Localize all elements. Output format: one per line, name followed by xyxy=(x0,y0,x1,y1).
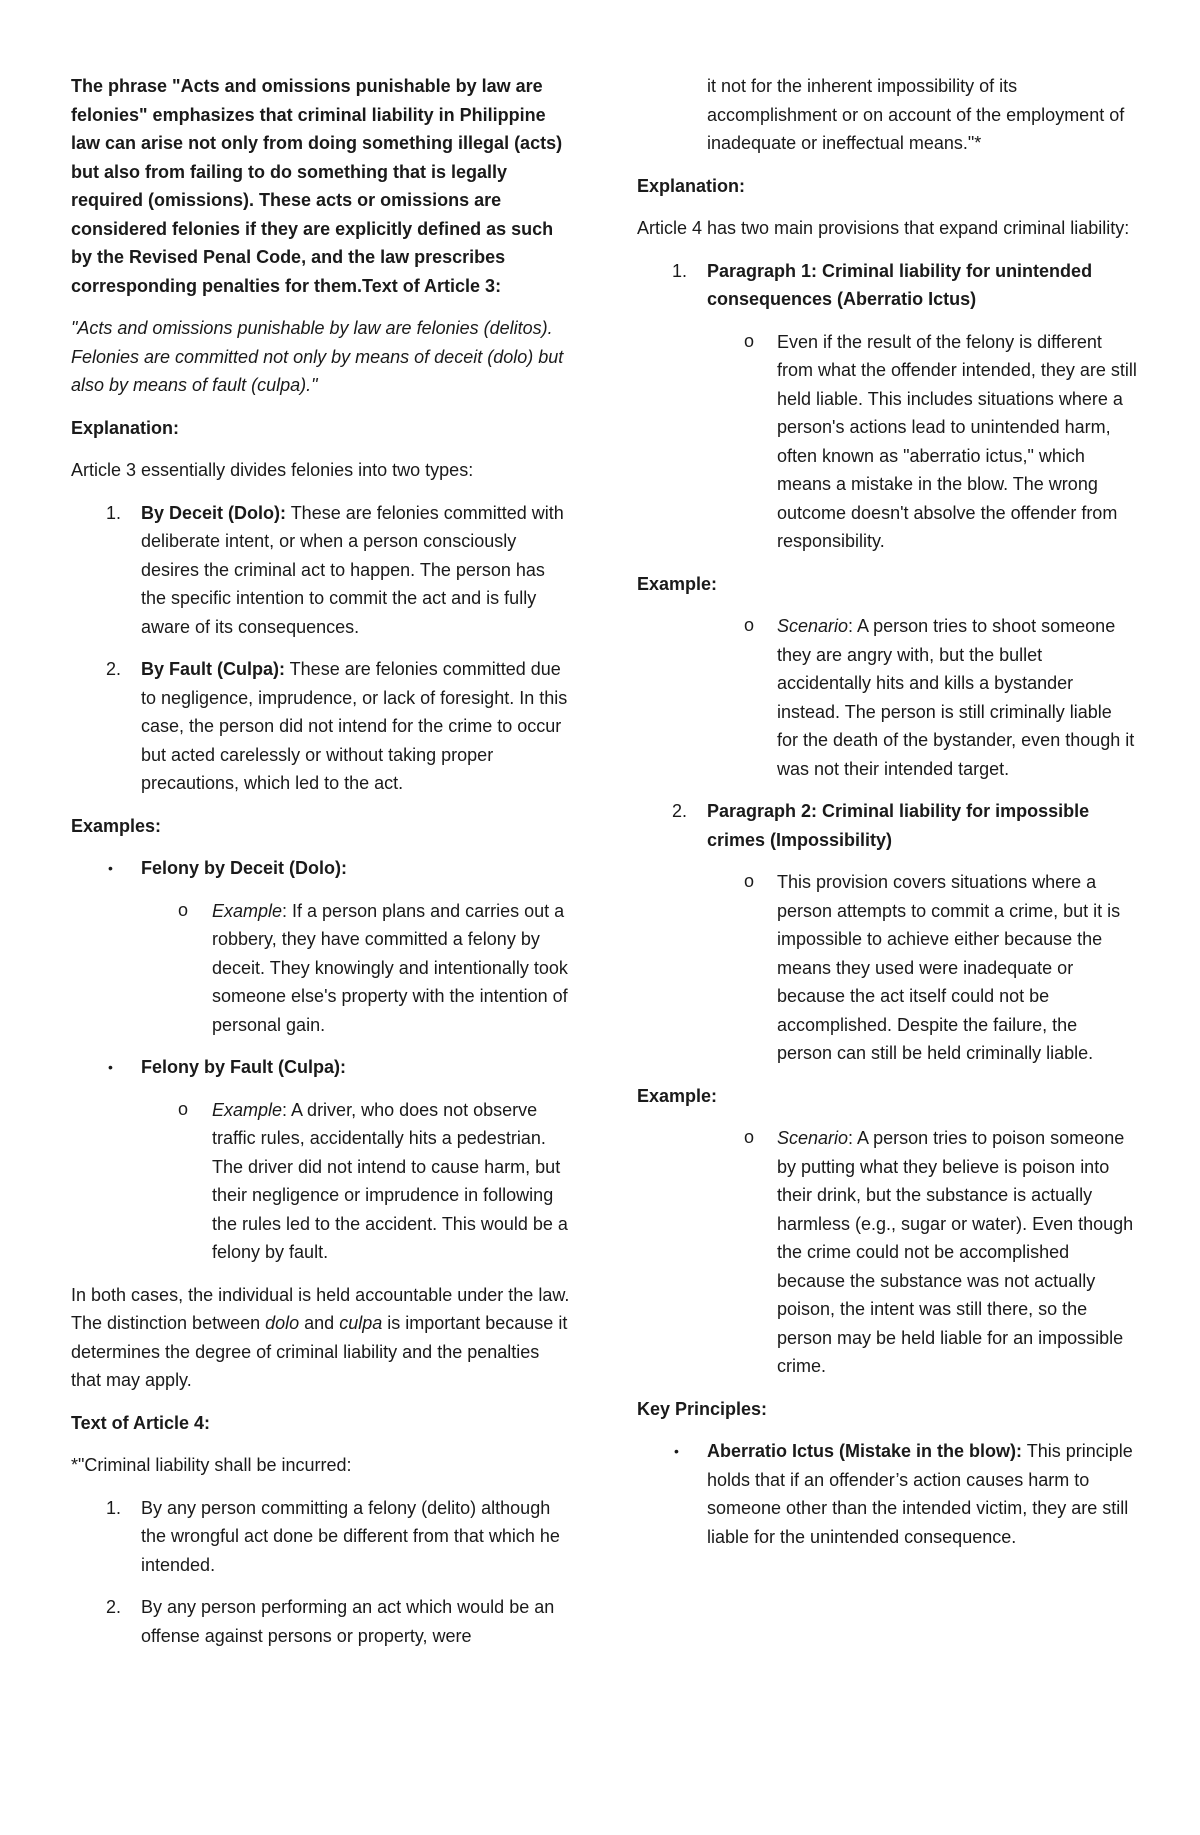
sub-bullet-marker: o xyxy=(178,899,189,920)
example-text: : A driver, who does not observe traffic rules, accidentally hits a pedestrian. The driver did not intend to cause harm, but their negligence or imprudence in following the rules led to the accident. This would be a felony by fault. xyxy=(212,1099,568,1262)
list-item xyxy=(637,868,1137,1068)
example2-heading: Example: xyxy=(637,1085,718,1106)
example-title: Felony by Deceit (Dolo): xyxy=(141,858,348,878)
example-label: Example xyxy=(212,900,283,921)
explanation-text: Article 4 has two main provisions that expand criminal liability: xyxy=(637,218,1130,238)
list-item xyxy=(71,499,571,642)
term-dolo-inline: dolo xyxy=(265,1313,300,1333)
example1-heading: Example: xyxy=(637,573,718,594)
list-item xyxy=(637,1437,1137,1551)
intro-paragraph: The phrase "Acts and omissions punishable by law are felonies" emphasizes that criminal liability in Philippine law can arise not only from doing something illegal (acts) but also from failing to do something that is legally required (omissions). These acts or omissions are considered felonies if they are explicitly defined as such by the Revised Penal Code, and the law prescribes corresponding penalties for them.Text of Article 3: xyxy=(71,76,563,296)
paragraph1-title: Paragraph 1: Criminal liability for unintended consequences (Aberratio Ictus) xyxy=(707,260,1093,309)
term-text: These are felonies committed due to negligence, imprudence, or lack of foresight. In this case, the person did not intend for the crime to occur but acted carelessly or without taking proper precautions, which led to the act. xyxy=(141,659,568,793)
left-column xyxy=(71,72,571,1664)
bullet-marker: • xyxy=(108,860,113,876)
list-item xyxy=(71,1053,571,1082)
term-text: These are felonies committed with deliberate intent, or when a person consciously desires the criminal act to happen. The person has the specific intention to commit the act and is fully aware of its consequences. xyxy=(141,502,564,637)
paragraph2-text: This provision covers situations where a person attempts to commit a crime, but it is impossible to achieve either because the means they used were inadequate or because the act itself could not be accomplished. Despite the failure, the person can still be held criminally liable. xyxy=(777,872,1121,1063)
scenario-label: Scenario xyxy=(777,616,849,636)
bullet-marker: • xyxy=(108,1059,113,1075)
list-number: 2. xyxy=(672,801,688,821)
term-dolo: By Deceit (Dolo): xyxy=(141,502,287,523)
felony-types-list xyxy=(71,499,571,798)
paragraph2-title: Paragraph 2: Criminal liability for impossible crimes (Impossibility) xyxy=(707,801,1090,850)
text-run: and xyxy=(299,1313,340,1333)
example-text: : If a person plans and carries out a robbery, they have committed a felony by deceit. They knowingly and intentionally took someone else's property with the intention of personal gain. xyxy=(212,900,568,1035)
article4-list xyxy=(71,1494,571,1651)
explanation-heading: Explanation: xyxy=(71,417,180,438)
list-item xyxy=(637,612,1137,783)
example-label: Example xyxy=(212,1099,283,1120)
list-item xyxy=(637,797,1137,854)
term-culpa: By Fault (Culpa): xyxy=(141,659,285,679)
article4-heading: Text of Article 4: xyxy=(71,1412,211,1433)
sub-bullet-marker: o xyxy=(744,1127,755,1147)
provisions-list xyxy=(637,257,1137,556)
explanation-heading: Explanation: xyxy=(637,175,746,196)
sub-bullet-marker: o xyxy=(744,330,755,351)
sub-bullet-marker: o xyxy=(744,615,755,635)
article4-lead: *"Criminal liability shall be incurred: xyxy=(71,1455,352,1475)
list-number: 2. xyxy=(106,659,122,679)
article4-item-text: By any person committing a felony (delito) although the wrongful act done be different from that which he intended. xyxy=(141,1497,560,1575)
paragraph1-text: Even if the result of the felony is different from what the offender intended, they are still held liable. This includes situations where a person's actions lead to unintended harm, often known as "aberratio ictus," which means a mistake in the blow. The wrong outcome doesn't absolve the offender from responsibility. xyxy=(777,331,1137,551)
list-number: 2. xyxy=(106,1597,122,1617)
scenario-text: : A person tries to shoot someone they are angry with, but the bullet accidentally hits and kills a bystander instead. The person is still criminally liable for the death of the bystander, even though it was not their intended target. xyxy=(777,616,1135,779)
provisions-list-2 xyxy=(637,797,1137,1068)
principle-text: This principle holds that if an offender’s action causes harm to someone other than the intended victim, they are still liable for the unintended consequence. xyxy=(707,1441,1133,1547)
text-run: In both cases, the individual is held accountable under the law. The distinction between xyxy=(71,1284,570,1333)
list-item xyxy=(71,897,571,1040)
list-item xyxy=(71,1096,571,1267)
both-cases-paragraph xyxy=(71,1281,571,1395)
key-principles-heading: Key Principles: xyxy=(637,1398,768,1419)
article4-continuation: it not for the inherent impossibility of its accomplishment or on account of the employment of inadequate or ineffectual means."* xyxy=(707,76,1125,153)
list-number: 1. xyxy=(672,260,688,281)
scenario-label: Scenario xyxy=(777,1128,849,1148)
article4-item-text: By any person performing an act which would be an offense against persons or property, were xyxy=(141,1597,555,1646)
list-item xyxy=(637,1124,1137,1381)
sub-bullet-marker: o xyxy=(744,871,755,891)
examples-heading: Examples: xyxy=(71,815,162,836)
list-number: 1. xyxy=(106,1497,122,1518)
list-number: 1. xyxy=(106,502,122,523)
list-item xyxy=(71,1494,571,1580)
sub-bullet-marker: o xyxy=(178,1098,189,1119)
article3-quote: "Acts and omissions punishable by law are felonies (delitos). Felonies are committed not only by means of deceit (dolo) but also by means of fault (culpa)." xyxy=(71,318,564,395)
list-item xyxy=(71,854,571,883)
term-culpa-inline: culpa xyxy=(339,1313,383,1333)
example1-list xyxy=(637,612,1137,783)
explanation-text: Article 3 essentially divides felonies into two types: xyxy=(71,460,474,480)
text-run: is important because it determines the degree of criminal liability and the penalties that may apply. xyxy=(71,1313,568,1390)
principle-term: Aberratio Ictus (Mistake in the blow): xyxy=(707,1441,1023,1461)
list-item xyxy=(71,655,571,798)
list-item xyxy=(637,328,1137,556)
right-column xyxy=(637,72,1137,1565)
list-item xyxy=(637,257,1137,314)
key-principles-list xyxy=(637,1437,1137,1551)
list-item xyxy=(71,1593,571,1650)
example2-list xyxy=(637,1124,1137,1381)
scenario-text: : A person tries to poison someone by putting what they believe is poison into their drink, but the substance is actually harmless (e.g., sugar or water). Even though the crime could not be accomplished because the substance was not actually poison, the intent was still there, so the person may be held liable for an impossible crime. xyxy=(777,1128,1134,1376)
bullet-marker: • xyxy=(674,1443,679,1459)
example-title: Felony by Fault (Culpa): xyxy=(141,1057,346,1077)
examples-list xyxy=(71,854,571,1267)
